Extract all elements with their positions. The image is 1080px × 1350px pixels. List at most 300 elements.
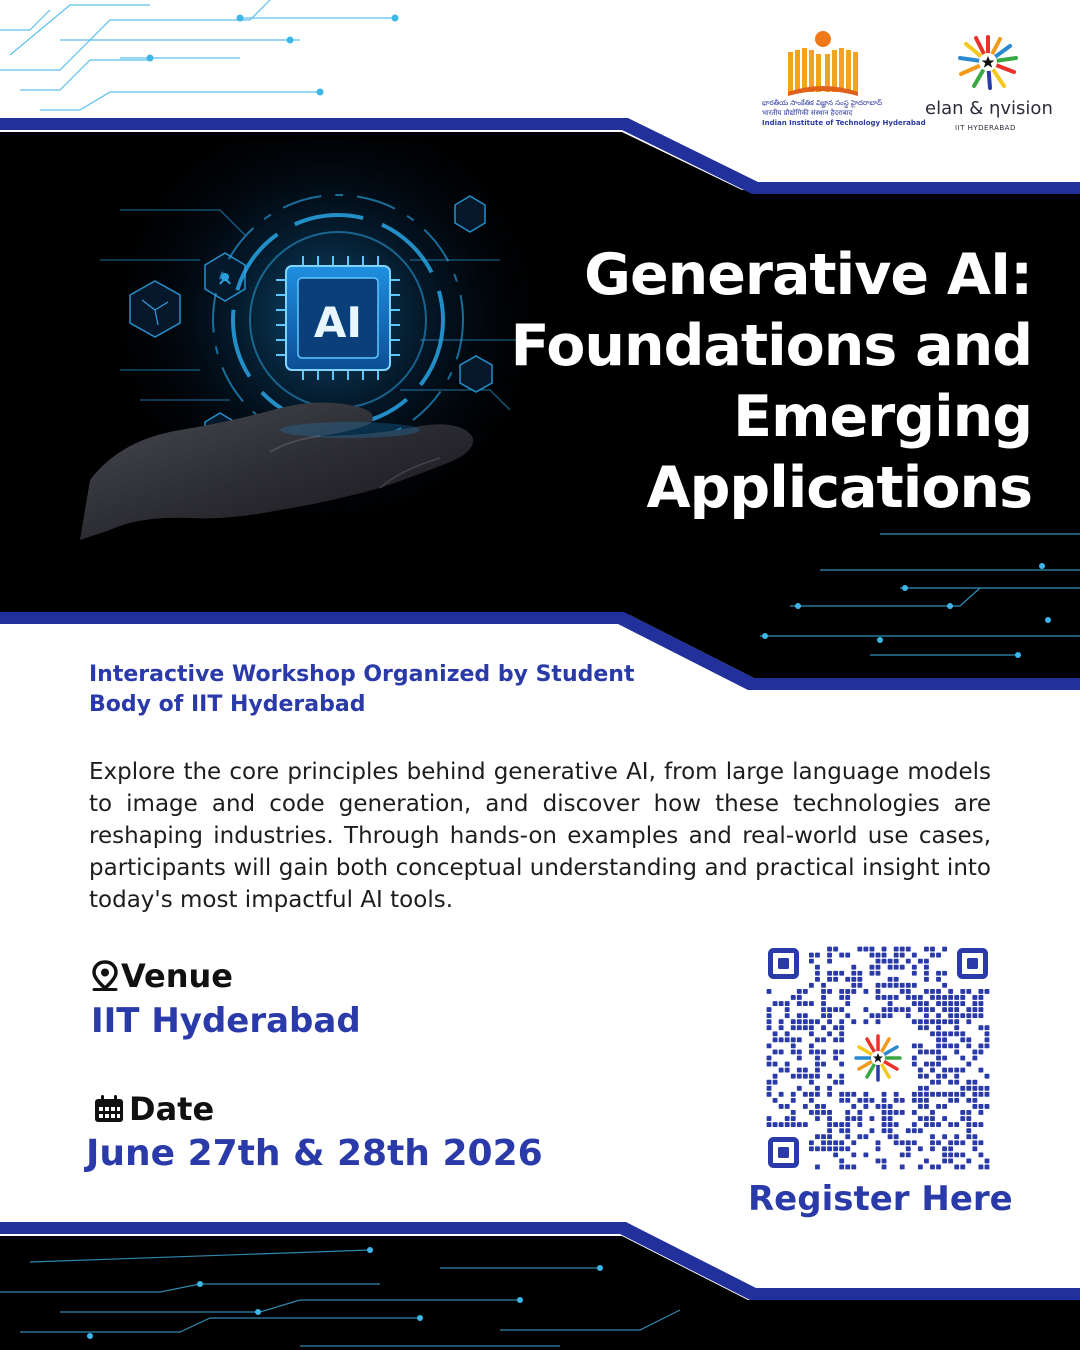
qr-module — [791, 1043, 796, 1048]
page-title — [492, 240, 1032, 524]
qr-module — [773, 1074, 778, 1079]
qr-module — [936, 1019, 941, 1024]
qr-module — [936, 1031, 941, 1036]
qr-module — [912, 1092, 917, 1097]
qr-module — [948, 1122, 953, 1127]
qr-module — [942, 1037, 947, 1042]
qr-module — [942, 947, 947, 952]
qr-module — [924, 959, 929, 964]
qr-module — [894, 1122, 899, 1127]
qr-module — [966, 1043, 971, 1048]
qr-module — [821, 1146, 826, 1151]
qr-module — [851, 971, 856, 976]
qr-module — [930, 1080, 935, 1085]
qr-module — [924, 1086, 929, 1091]
qr-module — [918, 959, 923, 964]
qr-module — [815, 1050, 820, 1055]
qr-module — [857, 1098, 862, 1103]
qr-module — [839, 1007, 844, 1012]
qr-module — [948, 1140, 953, 1145]
qr-module — [833, 1037, 838, 1042]
qr-module — [779, 1037, 784, 1042]
qr-module — [791, 1025, 796, 1030]
qr-module — [779, 1050, 784, 1055]
location-pin-icon — [91, 960, 119, 992]
qr-module — [767, 1056, 772, 1061]
qr-module — [888, 983, 893, 988]
qr-module — [906, 947, 911, 952]
qr-module — [888, 995, 893, 1000]
qr-module — [797, 989, 802, 994]
qr-module — [797, 1025, 802, 1030]
qr-module — [930, 1146, 935, 1151]
workshop-subtitle — [89, 660, 649, 720]
qr-module — [791, 1122, 796, 1127]
subtitle-line-2: Body of IIT Hyderabad — [89, 692, 366, 717]
qr-module — [888, 1007, 893, 1012]
qr-module — [767, 1092, 772, 1097]
qr-module — [882, 995, 887, 1000]
qr-module — [882, 1013, 887, 1018]
qr-module — [948, 1031, 953, 1036]
qr-module — [900, 1098, 905, 1103]
qr-module — [851, 1165, 856, 1170]
qr-module — [936, 1092, 941, 1097]
qr-module — [888, 1122, 893, 1127]
qr-module — [821, 1013, 826, 1018]
qr-module — [870, 971, 875, 976]
qr-module — [912, 1043, 917, 1048]
qr-module — [827, 1116, 832, 1121]
qr-module — [930, 1068, 935, 1073]
qr-module — [894, 983, 899, 988]
qr-module — [791, 1116, 796, 1121]
qr-module — [851, 1116, 856, 1121]
chip-label: AI — [313, 298, 363, 347]
qr-module — [972, 1013, 977, 1018]
qr-module — [815, 1116, 820, 1121]
qr-module — [906, 1013, 911, 1018]
iith-telugu-name: భారతీయ సాంకేతిక విజ్ఞాన సంస్థ హైదరాబాద్ — [762, 99, 883, 107]
qr-module — [942, 1134, 947, 1139]
qr-module — [882, 1128, 887, 1133]
qr-module — [894, 1092, 899, 1097]
qr-module — [815, 1068, 820, 1073]
qr-module — [857, 977, 862, 982]
qr-module — [785, 1031, 790, 1036]
qr-module — [851, 965, 856, 970]
qr-module — [918, 1001, 923, 1006]
qr-module — [978, 1092, 983, 1097]
qr-module — [863, 1019, 868, 1024]
qr-module — [966, 1007, 971, 1012]
qr-module — [942, 1056, 947, 1061]
qr-module — [785, 1062, 790, 1067]
qr-module — [803, 989, 808, 994]
qr-module — [948, 1080, 953, 1085]
qr-module — [924, 1025, 929, 1030]
qr-module — [924, 1092, 929, 1097]
qr-module — [857, 1116, 862, 1121]
qr-module — [821, 995, 826, 1000]
qr-module — [803, 1104, 808, 1109]
qr-module — [815, 1056, 820, 1061]
qr-module — [978, 1110, 983, 1115]
qr-module — [815, 977, 820, 982]
qr-module — [827, 1128, 832, 1133]
date-heading — [93, 1087, 214, 1131]
date-label: Date — [129, 1090, 215, 1128]
qr-module — [888, 959, 893, 964]
qr-module — [882, 983, 887, 988]
qr-module — [827, 1031, 832, 1036]
qr-module — [912, 1001, 917, 1006]
qr-module — [827, 953, 832, 958]
qr-module — [936, 1001, 941, 1006]
qr-module — [918, 1019, 923, 1024]
qr-module — [960, 1116, 965, 1121]
qr-module — [978, 1140, 983, 1145]
qr-module — [815, 965, 820, 970]
venue-value: IIT Hyderabad — [91, 1001, 361, 1041]
qr-module — [985, 1086, 990, 1091]
qr-module — [857, 971, 862, 976]
qr-module — [966, 1086, 971, 1091]
qr-module — [966, 1013, 971, 1018]
qr-module — [972, 1056, 977, 1061]
qr-module — [985, 1165, 990, 1170]
qr-module — [912, 1019, 917, 1024]
qr-module — [954, 1019, 959, 1024]
qr-module — [863, 1007, 868, 1012]
qr-module — [839, 989, 844, 994]
qr-module — [851, 983, 856, 988]
qr-module — [773, 1080, 778, 1085]
qr-module — [882, 1092, 887, 1097]
qr-module — [767, 1007, 772, 1012]
qr-module — [773, 1037, 778, 1042]
qr-module — [918, 1086, 923, 1091]
qr-module — [966, 1122, 971, 1127]
qr-module — [912, 1062, 917, 1067]
qr-module — [845, 1092, 850, 1097]
qr-module — [930, 1092, 935, 1097]
qr-module — [942, 1092, 947, 1097]
qr-module — [966, 989, 971, 994]
qr-module — [797, 1056, 802, 1061]
qr-module — [876, 983, 881, 988]
qr-module — [906, 983, 911, 988]
qr-module — [912, 983, 917, 988]
qr-module — [985, 1025, 990, 1030]
qr-module — [912, 995, 917, 1000]
qr-module — [942, 1116, 947, 1121]
qr-module — [954, 1025, 959, 1030]
qr-module — [767, 1025, 772, 1030]
qr-module — [857, 1110, 862, 1115]
qr-module — [870, 965, 875, 970]
qr-module — [960, 1031, 965, 1036]
qr-module — [924, 1074, 929, 1079]
qr-module — [966, 1110, 971, 1115]
qr-module — [827, 1140, 832, 1145]
qr-module — [900, 953, 905, 958]
qr-module — [948, 1092, 953, 1097]
qr-module — [978, 1152, 983, 1157]
qr-module — [936, 1080, 941, 1085]
qr-module — [900, 983, 905, 988]
qr-module — [851, 1104, 856, 1109]
qr-module — [809, 953, 814, 958]
qr-module — [930, 1134, 935, 1139]
qr-module — [954, 1080, 959, 1085]
qr-module — [845, 1122, 850, 1127]
qr-module — [906, 1146, 911, 1151]
qr-module — [894, 1007, 899, 1012]
iith-hindi-name: भारतीय प्रौद्योगिकी संस्थान हैदराबाद — [762, 109, 853, 117]
qr-module — [815, 1134, 820, 1139]
qr-module — [827, 1074, 832, 1079]
qr-module — [821, 983, 826, 988]
qr-module — [930, 953, 935, 958]
qr-module — [833, 971, 838, 976]
qr-module — [924, 989, 929, 994]
qr-module — [948, 1019, 953, 1024]
qr-module — [876, 1104, 881, 1109]
qr-module — [827, 1086, 832, 1091]
qr-module — [833, 1080, 838, 1085]
qr-module — [954, 1013, 959, 1018]
qr-module — [851, 989, 856, 994]
qr-module — [833, 1025, 838, 1030]
qr-module — [839, 971, 844, 976]
qr-module — [954, 1098, 959, 1103]
qr-module — [930, 1116, 935, 1121]
qr-module — [809, 1001, 814, 1006]
qr-module — [948, 995, 953, 1000]
qr-module — [912, 1140, 917, 1145]
title-line-1: Generative AI: — [584, 242, 1032, 308]
qr-module — [972, 1146, 977, 1151]
qr-module — [827, 1134, 832, 1139]
qr-module — [839, 1025, 844, 1030]
qr-module — [845, 989, 850, 994]
qr-module — [936, 1056, 941, 1061]
qr-module — [803, 1068, 808, 1073]
qr-module — [839, 1146, 844, 1151]
qr-module — [966, 1128, 971, 1133]
qr-module — [827, 989, 832, 994]
qr-module — [936, 1037, 941, 1042]
qr-module — [773, 1001, 778, 1006]
qr-module — [797, 1013, 802, 1018]
register-here-link[interactable]: Register Here — [748, 1179, 1013, 1219]
qr-module — [845, 1128, 850, 1133]
qr-module — [972, 1080, 977, 1085]
qr-module — [870, 1013, 875, 1018]
qr-module — [876, 959, 881, 964]
qr-module — [936, 1025, 941, 1030]
qr-module — [930, 995, 935, 1000]
qr-module — [882, 1165, 887, 1170]
qr-module — [924, 1122, 929, 1127]
qr-module — [954, 1043, 959, 1048]
qr-module — [791, 995, 796, 1000]
qr-module — [972, 1007, 977, 1012]
qr-module — [978, 1086, 983, 1091]
qr-module — [876, 1140, 881, 1145]
qr-module — [857, 1122, 862, 1127]
qr-module — [827, 1110, 832, 1115]
qr-module — [966, 1019, 971, 1024]
qr-module — [773, 1031, 778, 1036]
qr-module — [767, 1043, 772, 1048]
qr-module — [797, 1001, 802, 1006]
qr-module — [785, 1001, 790, 1006]
qr-module — [948, 1158, 953, 1163]
qr-module — [779, 1019, 784, 1024]
qr-module — [978, 1025, 983, 1030]
qr-module — [972, 1140, 977, 1145]
qr-module — [839, 1158, 844, 1163]
qr-module — [876, 953, 881, 958]
qr-module — [833, 1146, 838, 1151]
qr-module — [894, 977, 899, 982]
qr-module — [876, 1019, 881, 1024]
qr-module — [857, 947, 862, 952]
qr-module — [906, 1152, 911, 1157]
qr-module — [918, 995, 923, 1000]
qr-module — [882, 1158, 887, 1163]
qr-module — [827, 1146, 832, 1151]
qr-module — [906, 989, 911, 994]
qr-module — [912, 1056, 917, 1061]
qr-module — [978, 1165, 983, 1170]
qr-module — [876, 995, 881, 1000]
qr-module — [900, 1165, 905, 1170]
qr-module — [894, 1140, 899, 1145]
qr-module — [936, 977, 941, 982]
qr-module — [900, 965, 905, 970]
qr-module — [894, 947, 899, 952]
elan-nvision-name: elan & ηvision — [925, 98, 1053, 119]
qr-module — [942, 995, 947, 1000]
qr-module — [906, 1007, 911, 1012]
qr-module — [882, 1116, 887, 1121]
registration-qr-code[interactable] — [766, 946, 990, 1170]
qr-module — [803, 1092, 808, 1097]
qr-module — [851, 1092, 856, 1097]
qr-module — [936, 989, 941, 994]
qr-module — [845, 1116, 850, 1121]
qr-module — [809, 1043, 814, 1048]
qr-module — [942, 1074, 947, 1079]
qr-module — [906, 1128, 911, 1133]
qr-module — [809, 1080, 814, 1085]
qr-module — [972, 1092, 977, 1097]
qr-module — [985, 1043, 990, 1048]
qr-module — [954, 1165, 959, 1170]
qr-module — [954, 1031, 959, 1036]
qr-module — [773, 1098, 778, 1103]
qr-module — [876, 1158, 881, 1163]
qr-module — [985, 1104, 990, 1109]
qr-module — [809, 1025, 814, 1030]
qr-module — [857, 983, 862, 988]
qr-module — [882, 1098, 887, 1103]
qr-module — [876, 1013, 881, 1018]
qr-module — [900, 1007, 905, 1012]
qr-module — [930, 989, 935, 994]
qr-module — [845, 1134, 850, 1139]
qr-module — [827, 1092, 832, 1097]
qr-module — [888, 977, 893, 982]
qr-module — [966, 1062, 971, 1067]
qr-module — [882, 1122, 887, 1127]
qr-module — [773, 1062, 778, 1067]
qr-module — [942, 1031, 947, 1036]
qr-module — [985, 989, 990, 994]
qr-module — [845, 1001, 850, 1006]
qr-module — [930, 1140, 935, 1145]
qr-module — [936, 1104, 941, 1109]
qr-module — [936, 1013, 941, 1018]
qr-module — [960, 1037, 965, 1042]
qr-module — [797, 1037, 802, 1042]
qr-module — [888, 1134, 893, 1139]
qr-module — [978, 1043, 983, 1048]
qr-module — [942, 1104, 947, 1109]
qr-module — [888, 965, 893, 970]
qr-module — [833, 1050, 838, 1055]
qr-module — [863, 1152, 868, 1157]
qr-module — [821, 1110, 826, 1115]
qr-module — [978, 1122, 983, 1127]
qr-module — [954, 1074, 959, 1079]
qr-module — [888, 1128, 893, 1133]
qr-module — [924, 1007, 929, 1012]
qr-module — [924, 1116, 929, 1121]
qr-module — [809, 1140, 814, 1145]
qr-module — [978, 1050, 983, 1055]
qr-module — [985, 1158, 990, 1163]
qr-module — [809, 983, 814, 988]
qr-module — [888, 1001, 893, 1006]
qr-module — [900, 1140, 905, 1145]
qr-module — [833, 947, 838, 952]
qr-module — [797, 995, 802, 1000]
qr-module — [803, 1001, 808, 1006]
qr-module — [821, 1001, 826, 1006]
qr-module — [960, 989, 965, 994]
qr-module — [960, 1152, 965, 1157]
qr-module — [966, 1134, 971, 1139]
qr-module — [960, 1086, 965, 1091]
qr-module — [936, 1074, 941, 1079]
qr-module — [930, 1019, 935, 1024]
qr-module — [803, 1013, 808, 1018]
qr-module — [767, 989, 772, 994]
qr-module — [821, 1050, 826, 1055]
subtitle-line-1: Interactive Workshop Organized by Student — [89, 662, 635, 687]
qr-module — [912, 1122, 917, 1127]
qr-module — [839, 953, 844, 958]
qr-module — [876, 971, 881, 976]
qr-module — [948, 1001, 953, 1006]
qr-module — [839, 1122, 844, 1127]
qr-module — [948, 1146, 953, 1151]
qr-module — [942, 1152, 947, 1157]
